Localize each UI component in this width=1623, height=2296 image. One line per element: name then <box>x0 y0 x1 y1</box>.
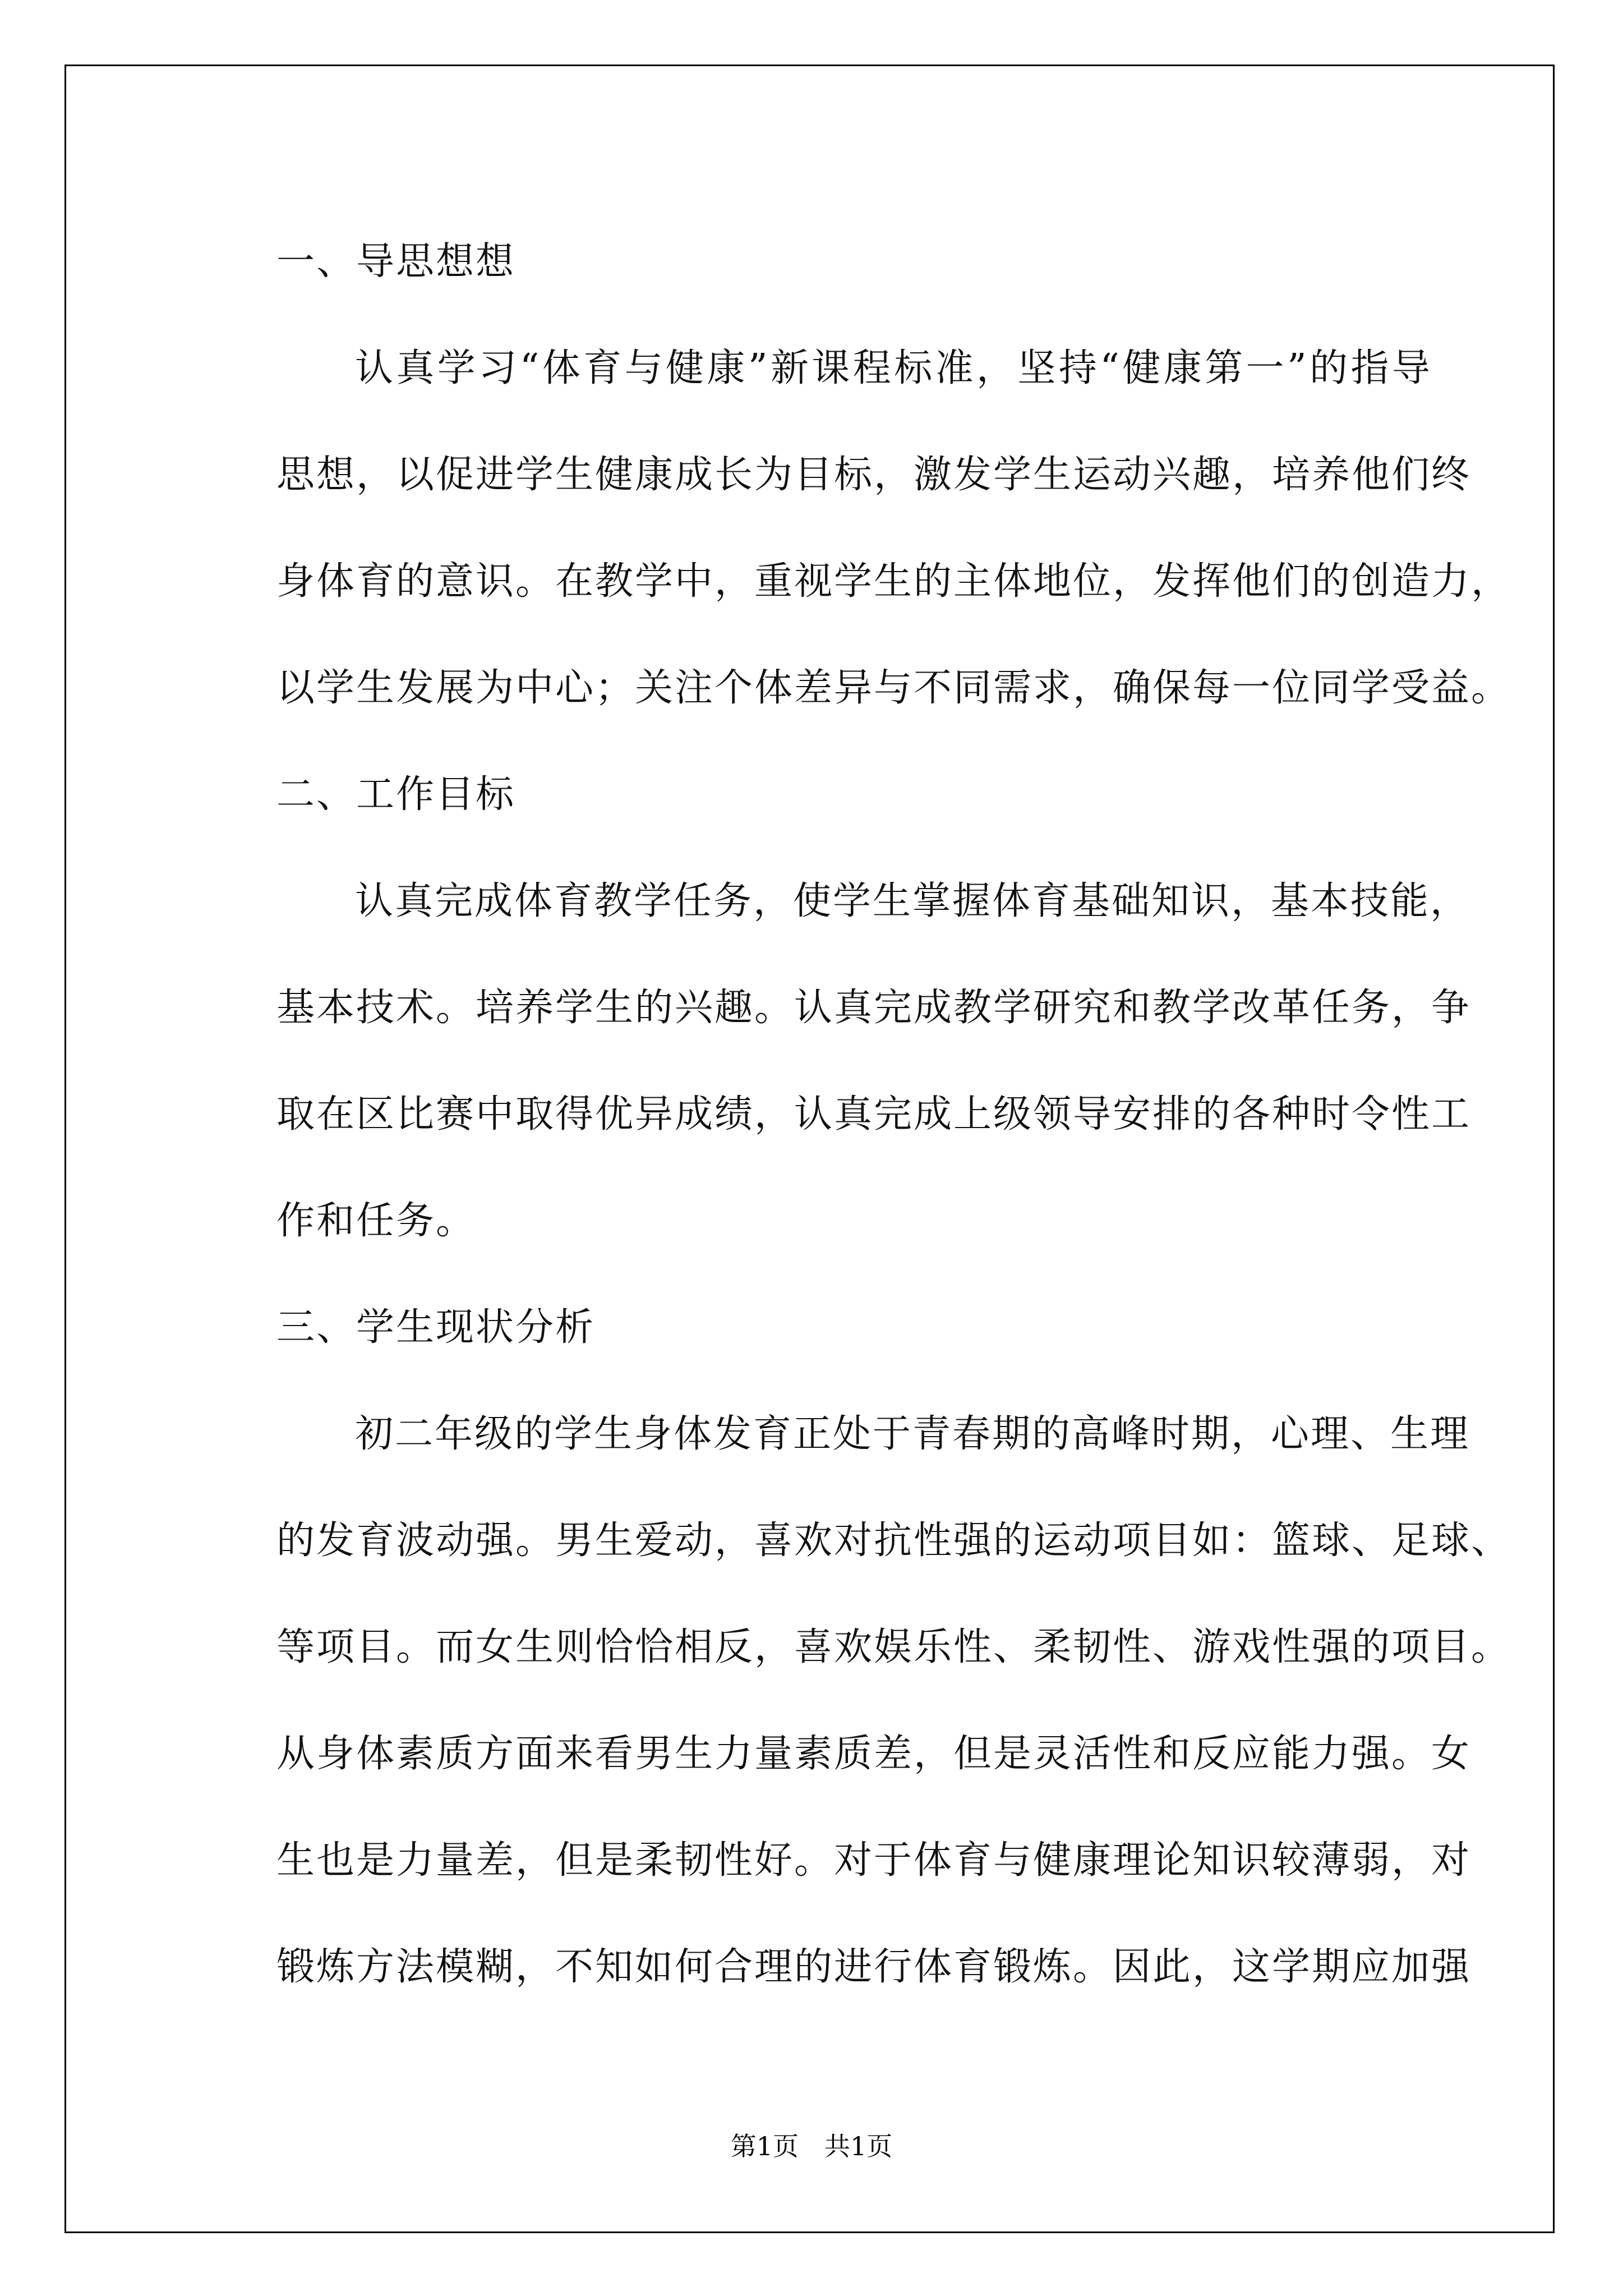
paragraph-line: 认真学习“体育与健康”新课程标准，坚持“健康第一”的指导 <box>355 346 1432 390</box>
paragraph-line: 思想，以促进学生健康成长为目标，激发学生运动兴趣，培养他们终 <box>276 453 1472 497</box>
section-paragraph-work-goals <box>198 848 1472 1274</box>
paragraph-line: 以学生发展为中心；关注个体差异与不同需求，确保每一位同学受益。 <box>276 666 1511 710</box>
section-paragraph-guiding-ideology <box>198 315 1511 742</box>
paragraph-line: 从身体素质方面来看男生力量素质差，但是灵活性和反应能力强。女 <box>276 1732 1472 1776</box>
section-heading-work-goals: 二、工作目标 <box>276 772 516 817</box>
paragraph-line: 基本技术。培养学生的兴趣。认真完成教学研究和教学改革任务，争 <box>276 986 1472 1030</box>
paragraph-line: 的发育波动强。男生爱动，喜欢对抗性强的运动项目如：篮球、足球、 <box>276 1519 1511 1563</box>
document-body <box>198 209 1511 2021</box>
paragraph-line: 生也是力量差，但是柔韧性好。对于体育与健康理论知识较薄弱，对 <box>276 1838 1472 1883</box>
section-paragraph-student-analysis <box>198 1381 1511 2021</box>
section-heading-student-analysis: 三、学生现状分析 <box>276 1305 596 1350</box>
paragraph-line: 取在区比赛中取得优异成绩，认真完成上级领导安排的各种时令性工 <box>276 1092 1472 1137</box>
paragraph-line: 认真完成体育教学任务，使学生掌握体育基础知识，基本技能， <box>355 879 1470 923</box>
section-heading-guiding-ideology: 一、导思想想 <box>276 240 516 284</box>
paragraph-line: 等项目。而女生则恰恰相反，喜欢娱乐性、柔韧性、游戏性强的项目。 <box>276 1625 1511 1669</box>
paragraph-line: 身体育的意识。在教学中，重视学生的主体地位，发挥他们的创造力， <box>276 559 1511 604</box>
paragraph-line: 作和任务。 <box>276 1199 476 1243</box>
paragraph-line: 初二年级的学生身体发育正处于青春期的高峰时期，心理、生理 <box>355 1412 1470 1456</box>
paragraph-line: 锻炼方法模糊，不知如何合理的进行体育锻炼。因此，这学期应加强 <box>276 1945 1472 1989</box>
page-footer: 第1页 共1页 <box>730 2131 893 2161</box>
